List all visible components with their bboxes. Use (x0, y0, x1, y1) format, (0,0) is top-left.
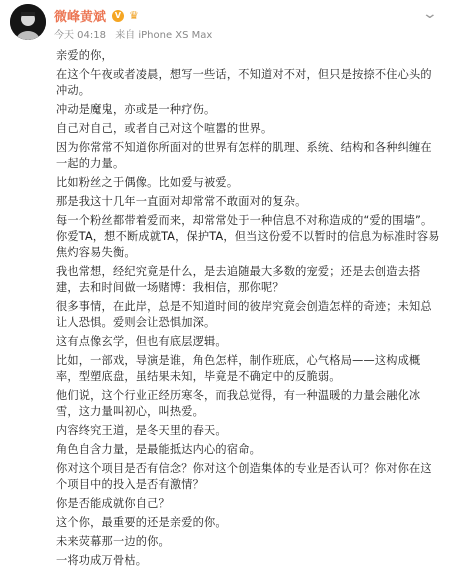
paragraph: 在这个午夜或者凌晨，想写一些话，不知道对不对，但只是按捺不住心头的冲动。 (56, 68, 432, 97)
paragraph: 那是我这十几年一直面对却常常不敢面对的复杂。 (56, 195, 307, 208)
user-name-row (54, 6, 139, 25)
paragraph: 这有点像玄学，但也有底层逻辑。 (56, 335, 227, 348)
post-body (56, 48, 442, 572)
post-source: 来自 iPhone XS Max (115, 30, 213, 41)
chevron-down-icon[interactable]: ⌄ (421, 6, 439, 22)
paragraph: 比如粉丝之于偶像。比如爱与被爱。 (56, 176, 239, 189)
paragraph: 未来荧幕那一边的你。 (56, 535, 170, 548)
paragraph: 亲爱的你， (56, 49, 113, 62)
post-header (0, 0, 450, 46)
paragraph: 每一个粉丝都带着爱而来，却常常处于一种信息不对称造成的“爱的围墙”。你爱TA，想不断成就TA，保护TA，但当这份爱不以暂时的信息为标准时容易焦灼容易失衡。 (56, 214, 440, 259)
avatar-image (10, 4, 46, 40)
paragraph: 角色自含力量，是最能抵达内心的宿命。 (56, 443, 261, 456)
paragraph: 比如，一部戏，导演是谁，角色怎样，制作班底，心气格局——这构成概率，型塑底盘，虽结果未知，毕竟是不确定中的反脆弱。 (56, 354, 421, 383)
avatar[interactable] (10, 4, 46, 40)
paragraph: 因为你常常不知道你所面对的世界有怎样的肌理、系统、结构和各种纠缠在一起的力量。 (56, 141, 432, 170)
paragraph: 自己对自己，或者自己对这个喧嚣的世界。 (56, 122, 273, 135)
post-time: 今天 04:18 (54, 30, 106, 41)
crown-icon: ♛ (129, 9, 139, 22)
paragraph: 这个你，最重要的还是亲爱的你。 (56, 516, 227, 529)
paragraph: 很多事情，在此岸，总是不知道时间的彼岸究竟会创造怎样的奇迹；未知总让人恐惧。爱则会让恐惧加深。 (56, 300, 432, 329)
paragraph: 你对这个项目是否有信念？你对这个创造集体的专业是否认可？你对你在这个项目中的投入是否有激情？ (56, 462, 432, 491)
post-meta (54, 26, 212, 41)
user-name[interactable]: 微峰黄斌 (54, 10, 107, 25)
verified-v-icon: V (112, 10, 124, 22)
paragraph: 冲动是魔鬼，亦或是一种疗伤。 (56, 103, 216, 116)
paragraph: 内容终究王道，是冬天里的春天。 (56, 424, 227, 437)
paragraph: 一将功成万骨枯。 (56, 554, 148, 567)
paragraph: 我也常想，经纪究竟是什么，是去追随最大多数的宠爱；还是去创造去搭建，去和时间做一场赌博：我相信，那你呢？ (56, 265, 421, 294)
paragraph: 他们说，这个行业正经历寒冬，而我总觉得，有一种温暖的力量会融化冰雪，这力量叫初心，叫热爱。 (56, 389, 421, 418)
paragraph: 你是否能成就你自己？ (56, 497, 170, 510)
